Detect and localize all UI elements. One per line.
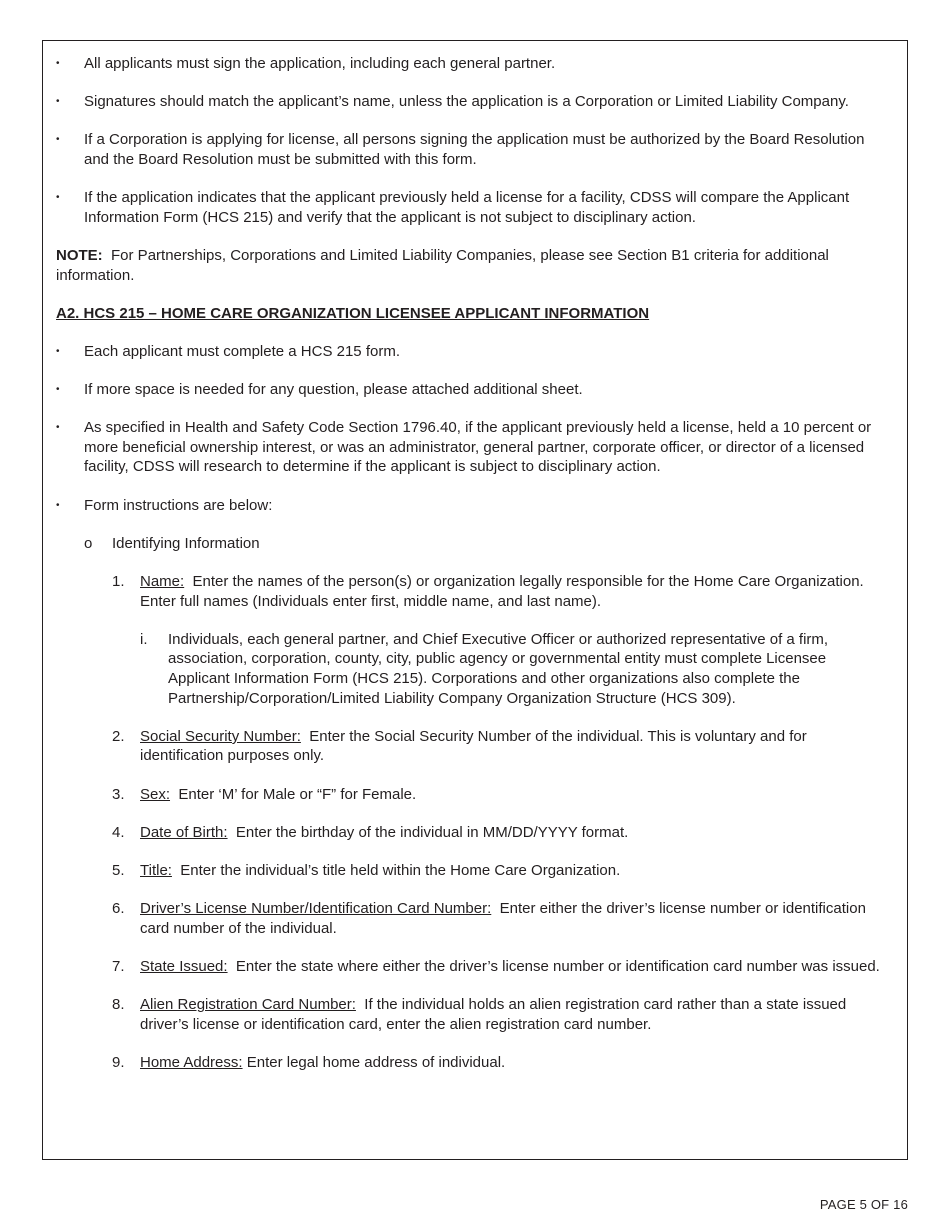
numbered-item: 4. Date of Birth: Enter the birthday of the individual in MM/DD/YYYY format. (112, 823, 629, 841)
list-item: • All applicants must sign the application, including each general partner. (56, 55, 556, 72)
bullet-icon: • (56, 499, 60, 511)
section-heading: A2. HCS 215 – HOME CARE ORGANIZATION LICENSEE APPLICANT INFORMATION (56, 304, 650, 322)
bullet-icon: • (56, 134, 60, 146)
roman-numbered-item: i. Individuals, each general partner, and Chief Executive Officer or authorized representative of a firm, association, corporation, county, city, public agency or governmental entity must complete Licensee Applicant Information Form (HCS 215). Corporations and other organizations also complete the Partnership/Corporation/Limited Liability Company Organization Structure (HCS 309). (140, 630, 829, 707)
bullet-icon: • (56, 345, 60, 357)
bullet-icon: • (56, 384, 60, 396)
bullet-icon: • (56, 96, 60, 108)
page-number: PAGE 5 OF 16 (819, 1197, 908, 1212)
list-item: • Signatures should match the applicant’s name, unless the application is a Corporation or Limited Liability Company. (56, 93, 849, 111)
numbered-item: 2. Social Security Number: Enter the Social Security Number of the individual. This is voluntary and for identification purposes only. (112, 727, 807, 765)
bullet-icon: • (56, 422, 60, 434)
numbered-item: 8. Alien Registration Card Number: If the individual holds an alien registration card rather than a state issued driver’s license or identification card, enter the alien registration card number. (112, 996, 847, 1033)
numbered-item: 7. State Issued: Enter the state where either the driver’s license number or identification card number was issued. (112, 957, 880, 975)
page-border (42, 40, 908, 1160)
list-item: • If the application indicates that the applicant previously held a license for a facility, CDSS will compare the Applicant Information Form (HCS 215) and verify that the applicant is not subject to disciplinary action. (56, 189, 850, 226)
document-body (56, 54, 888, 1091)
note-paragraph (56, 246, 888, 285)
note-label: NOTE: (56, 246, 103, 264)
list-item: • Form instructions are below: (56, 496, 273, 514)
note-text: For Partnerships, Corporations and Limited Liability Companies, please see Section B1 criteria for additional information. (56, 246, 829, 284)
bullet-icon: • (56, 58, 60, 69)
numbered-item: 9. Home Address: Enter legal home address of individual. (112, 1053, 506, 1071)
circle-bullet-icon: o (84, 534, 93, 552)
list-item: • If a Corporation is applying for license, all persons signing the application must be authorized by the Board Resolution and the Board Resolution must be submitted with this form. (56, 131, 865, 168)
numbered-item: 1. Name: Enter the names of the person(s) or organization legally responsible for the Home Care Organization. Enter full names (Individuals enter first, middle name, and last name). (112, 573, 864, 610)
list-item: • If more space is needed for any question, please attached additional sheet. (56, 381, 583, 399)
sub-heading: Identifying Information (112, 534, 260, 552)
numbered-item: 5. Title: Enter the individual’s title held within the Home Care Organization. (112, 861, 621, 879)
numbered-item: 3. Sex: Enter ‘M’ for Male or “F” for Female. (112, 785, 417, 803)
bullet-icon: • (56, 192, 60, 204)
numbered-item: 6. Driver’s License Number/Identification Card Number: Enter either the driver’s license number or identification card number of the individual. (112, 900, 866, 937)
list-item: • As specified in Health and Safety Code Section 1796.40, if the applicant previously held a license, held a 10 percent or more beneficial ownership interest, or was an administrator, general partner, corporate officer, or director of a licensed facility, CDSS will research to determine if the applicant is subject to disciplinary action. (56, 419, 872, 476)
sub-list-item (56, 534, 888, 554)
list-item: • Each applicant must complete a HCS 215 form. (56, 342, 400, 360)
